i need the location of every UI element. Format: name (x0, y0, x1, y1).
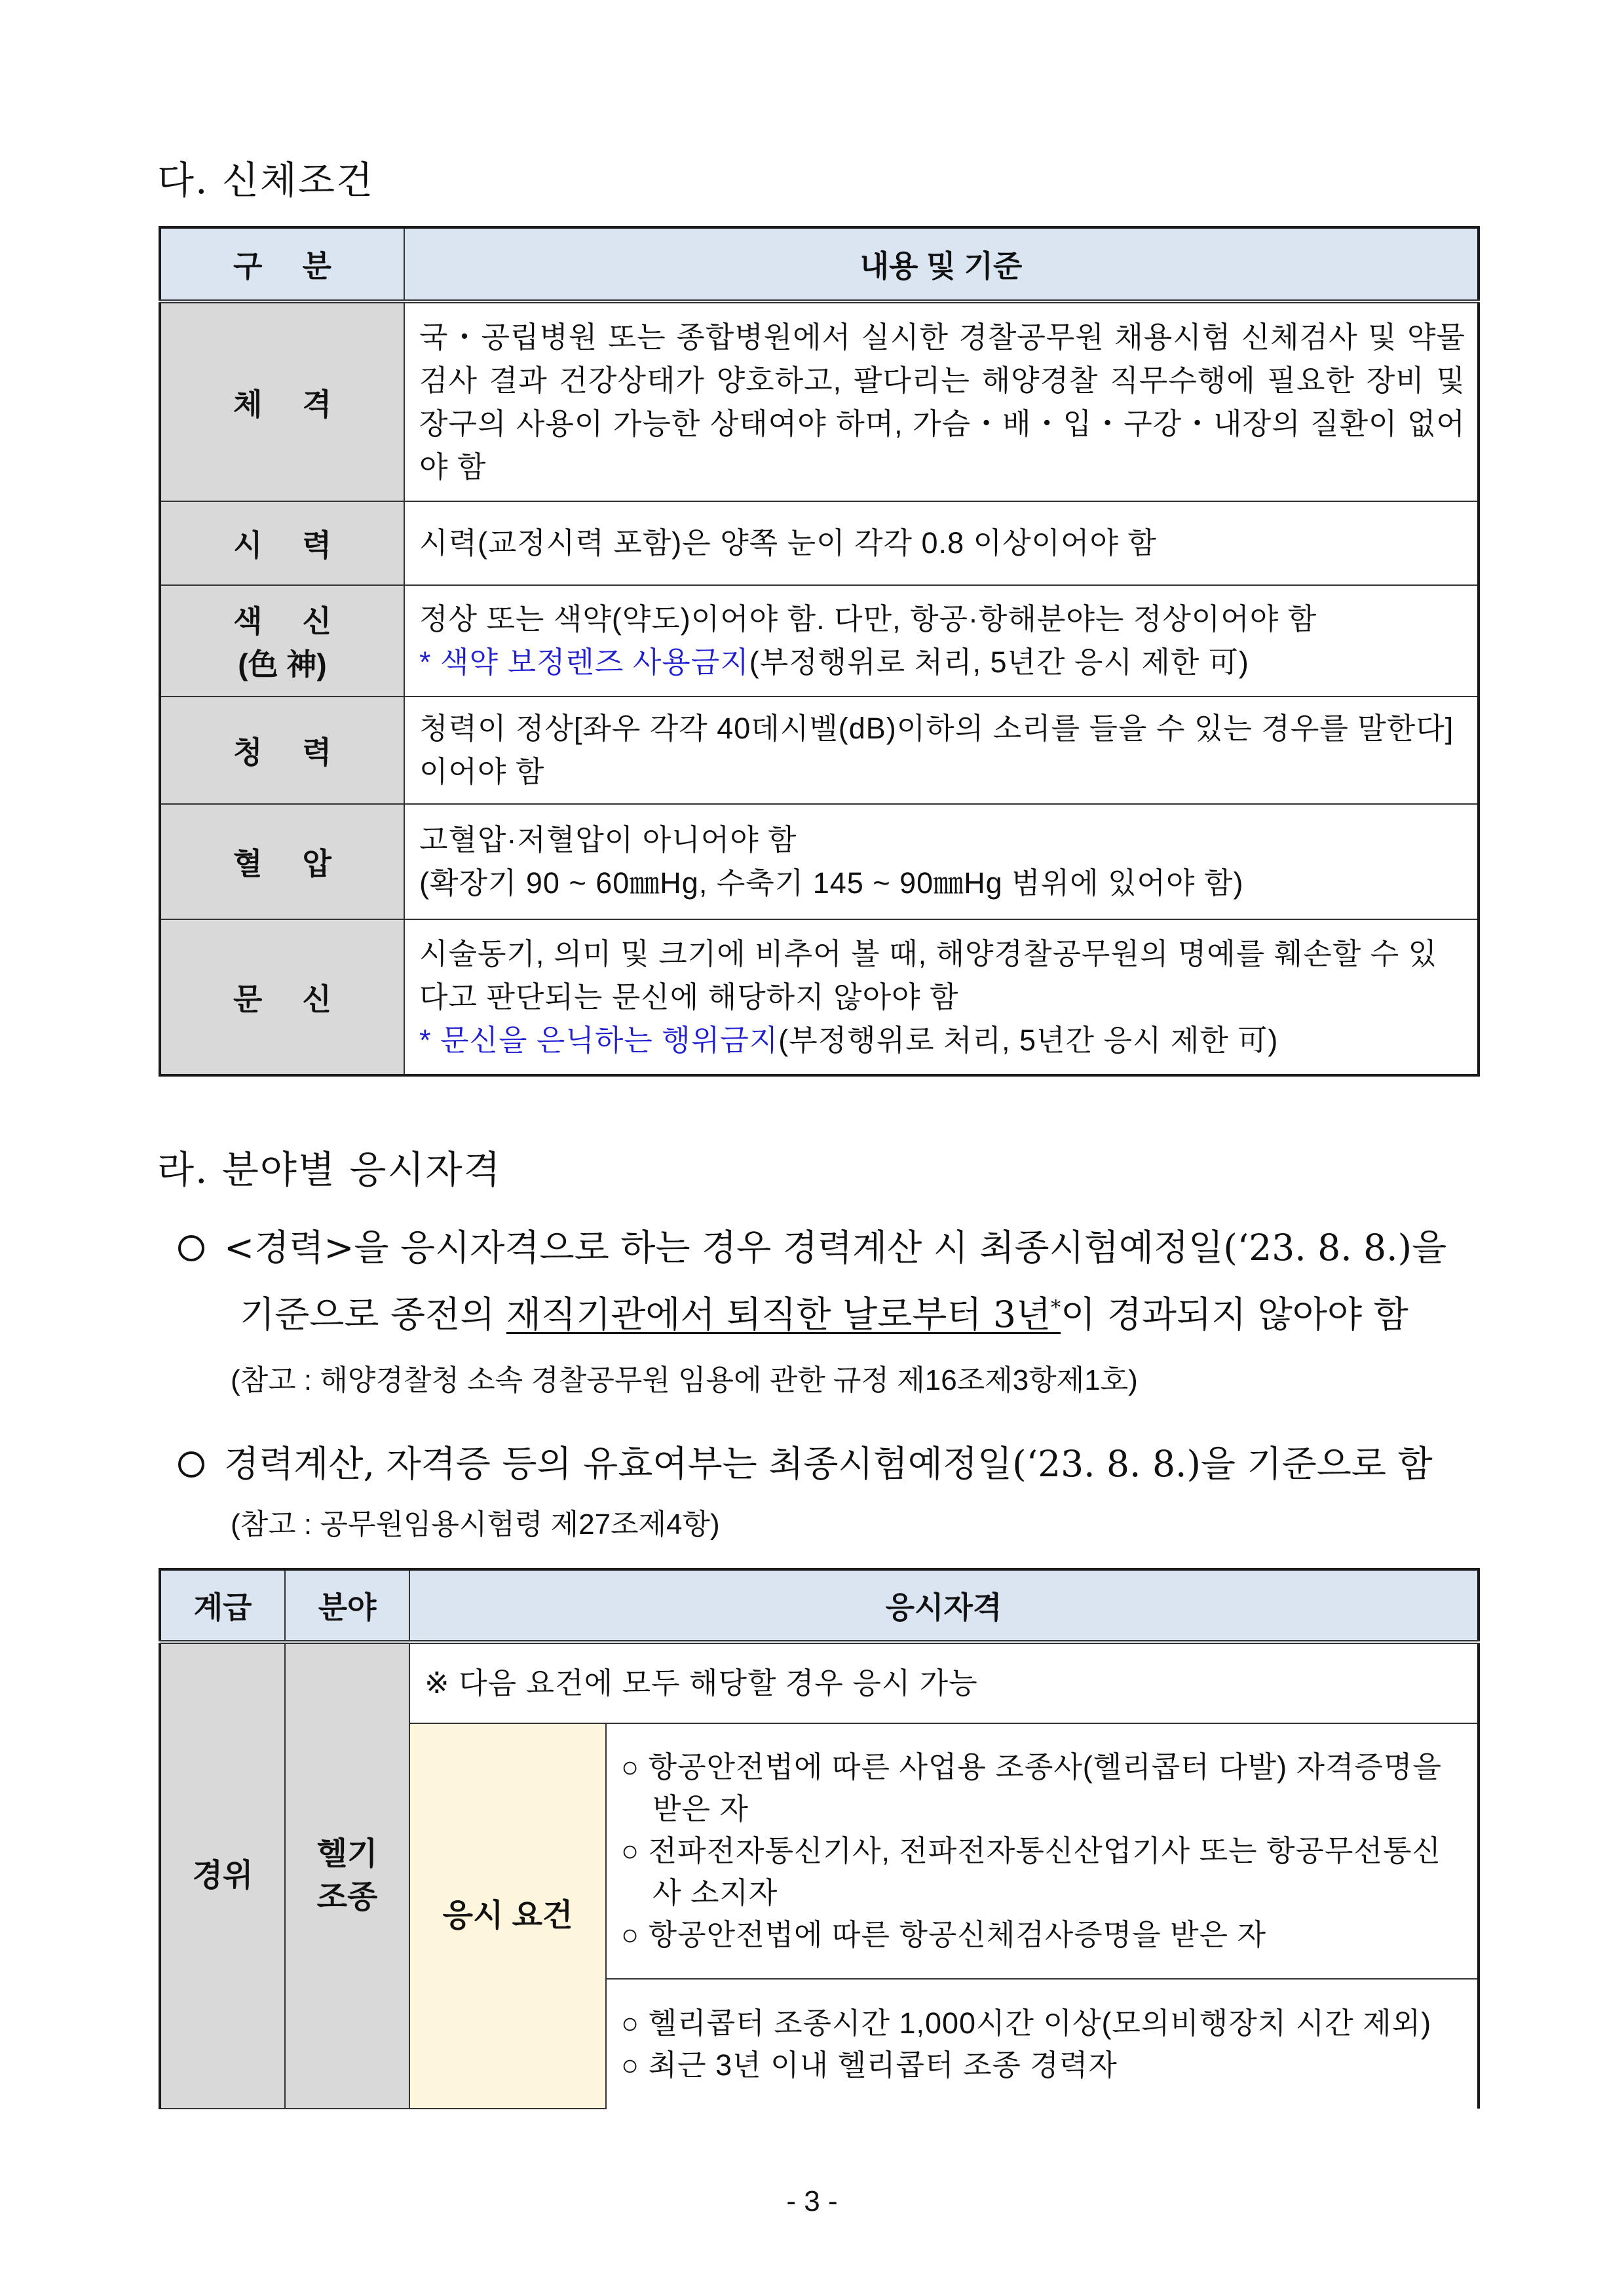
list-item: ○ 최근 3년 이내 헬리콥터 조종 경력자 (621, 2048, 1118, 2082)
reference-note: (참고 : 공무원임용시험령 제27조제4항) (231, 1508, 720, 1540)
row-label: 체 격 (160, 301, 404, 501)
blue-note: * 문신을 은닉하는 행위금지 (419, 1023, 779, 1057)
physical-requirements-table (159, 226, 1480, 1077)
underlined-phrase: 재직기관에서 퇴직한 날로부터 3년* (506, 1293, 1061, 1335)
table-header-row (160, 1569, 1479, 1642)
row-label-hanja: (色 神) (238, 647, 327, 681)
requirement-group-2 (606, 1979, 1479, 2109)
row-text: 시술동기, 의미 및 크기에 비추어 볼 때, 해양경찰공무원의 명예를 훼손할 수 있다고 판단되는 문신에 해당하지 않아야 함 * 문신을 은닉하는 행위금지(부정행위로 처리, 5년간 응시 제한 可) (404, 919, 1479, 1075)
blue-note: * 색약 보정렌즈 사용금지 (419, 645, 749, 679)
row-label: 색 신 (色 神) (160, 585, 404, 697)
requirement-label: 응시 요건 (409, 1723, 606, 2109)
section-title-qualifications: 라. 분야별 응시자격 (157, 1147, 502, 1192)
header-field: 분야 (285, 1569, 409, 1642)
row-label: 시 력 (160, 501, 404, 585)
row-text: 시력(교정시력 포함)은 양쪽 눈이 각각 0.8 이상이어야 함 (404, 501, 1479, 585)
table-row (160, 919, 1479, 1075)
row-text: 국・공립병원 또는 종합병원에서 실시한 경찰공무원 채용시험 신체검사 및 약물검사 결과 건강상태가 양호하고, 팔다리는 해양경찰 직무수행에 필요한 장비 및 장구의 사용이 가능한 상태여야 하며, 가슴・배・입・구강・내장의 질환이 없어야 함 (404, 301, 1479, 501)
list-item: ○ 항공안전법에 따른 사업용 조종사(헬리콥터 다발) 자격증명을 받은 자 (621, 1750, 1442, 1826)
bullet-career-cont: 기준으로 종전의 재직기관에서 퇴직한 날로부터 3년*이 경과되지 않아야 함 (240, 1293, 1408, 1335)
row-label: 청 력 (160, 697, 404, 804)
table-row (160, 804, 1479, 919)
list-item: ○ 전파전자통신기사, 전파전자통신산업기사 또는 항공무선통신사 소지자 (621, 1834, 1441, 1909)
page-number: - 3 - (786, 2185, 838, 2217)
table-row (160, 585, 1479, 697)
header-content: 내용 및 기준 (404, 227, 1479, 301)
bullet-career: <경력>을 응시자격으로 하는 경우 경력계산 시 최종시험예정일(‘23. 8. 8.)을 (178, 1219, 1446, 1271)
row-text: 고혈압·저혈압이 아니어야 함 (확장기 90 ~ 60㎜Hg, 수축기 145 ~ 90㎜Hg 범위에 있어야 함) (404, 804, 1479, 919)
header-rank: 계급 (160, 1569, 285, 1642)
header-category: 구 분 (160, 227, 404, 301)
table-row (160, 697, 1479, 804)
row-label: 혈 압 (160, 804, 404, 919)
rank-cell: 경위 (160, 1642, 285, 2109)
row-text: 청력이 정상[좌우 각각 40데시벨(dB)이하의 소리를 들을 수 있는 경우를 말한다]이어야 함 (404, 697, 1479, 804)
table-row (160, 501, 1479, 585)
intro-text: ※ 다음 요건에 모두 해당할 경우 응시 가능 (409, 1642, 1479, 1723)
circle-bullet-icon (178, 1451, 204, 1478)
requirement-group-1 (606, 1723, 1479, 1979)
row-text: 정상 또는 색약(약도)이어야 함. 다만, 항공·항해분야는 정상이어야 함 * 색약 보정렌즈 사용금지(부정행위로 처리, 5년간 응시 제한 可) (404, 585, 1479, 697)
reference-note: (참고 : 해양경찰청 소속 경찰공무원 임용에 관한 규정 제16조제3항제1호) (231, 1364, 1138, 1396)
row-label: 문 신 (160, 919, 404, 1075)
table-row (160, 1642, 1479, 1723)
list-item: ○ 항공안전법에 따른 항공신체검사증명을 받은 자 (621, 1918, 1267, 1951)
field-cell: 헬기 조종 (285, 1642, 409, 2109)
list-item: ○ 헬리콥터 조종시간 1,000시간 이상(모의비행장치 시간 제외) (621, 2006, 1432, 2040)
bullet-validity: 경력계산, 자격증 등의 유효여부는 최종시험예정일(‘23. 8. 8.)을 기준으로 함 (178, 1435, 1433, 1487)
qualification-table (159, 1568, 1480, 2109)
section-title-physical: 다. 신체조건 (157, 158, 375, 202)
table-row (160, 301, 1479, 501)
table-header-row (160, 227, 1479, 301)
circle-bullet-icon (178, 1235, 204, 1261)
header-qualification: 응시자격 (409, 1569, 1479, 1642)
